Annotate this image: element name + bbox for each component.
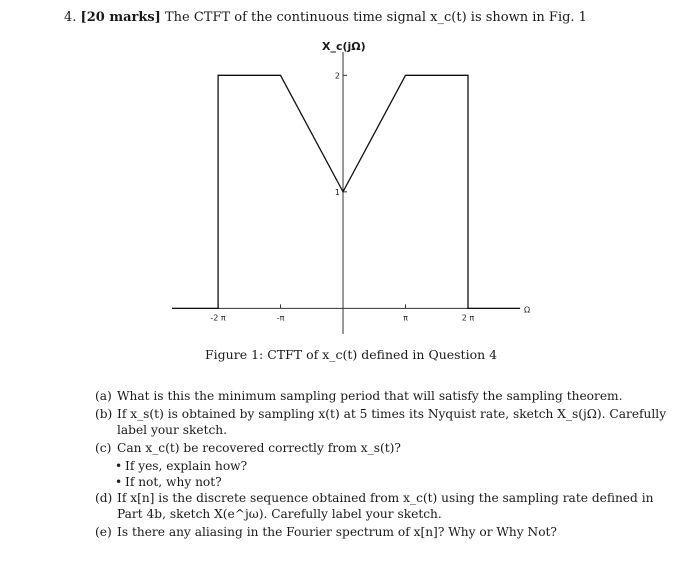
y-tick-label-1: 2 (334, 71, 341, 81)
figure-caption: Figure 1: CTFT of x_c(t) defined in Question 4 (205, 347, 498, 362)
sub-question-label: (c) (95, 441, 112, 455)
x-tick-label-1: -π (276, 313, 285, 323)
x-tick-label-2: π (403, 313, 408, 323)
sub-question (95, 524, 675, 540)
x-tick-label-3: 2 π (461, 313, 475, 323)
sub-question (95, 440, 675, 456)
sub-question-label: (d) (95, 491, 113, 505)
sub-question (95, 406, 675, 438)
sub-question-list (95, 388, 675, 542)
sub-question-bullet: • If yes, explain how? (95, 458, 675, 474)
sub-question-text: If x[n] is the discrete sequence obtained from x_c(t) using the sampling rate defined in Part 4b, sketch X(e^jω). Carefully label your sketch. (117, 491, 654, 521)
sub-question-text: What is this the minimum sampling period that will satisfy the sampling theorem. (117, 389, 623, 403)
sub-question-label: (a) (95, 389, 112, 403)
sub-question-text: Can x_c(t) be recovered correctly from x_s(t)? (117, 441, 401, 455)
x-axis-label: Ω (524, 305, 531, 315)
sub-question-text: If x_s(t) is obtained by sampling x(t) at 5 times its Nyquist rate, sketch X_s(jΩ). Carefully label your sketch. (117, 407, 667, 437)
x-tick-label-0: -2 π (210, 313, 226, 323)
question-marks: [20 marks] (80, 10, 161, 25)
question-number: 4. (64, 10, 77, 25)
sub-question (95, 388, 675, 404)
sub-question-label: (e) (95, 525, 112, 539)
sub-question-bullet: • If not, why not? (95, 474, 675, 490)
sub-question-text: Is there any aliasing in the Fourier spectrum of x[n]? Why or Why Not? (117, 525, 557, 539)
plot-title: X_c(jΩ) (322, 40, 366, 53)
y-tick-label-0: 1 (334, 187, 341, 197)
sub-question (95, 490, 675, 522)
sub-question-label: (b) (95, 407, 113, 421)
question-text: The CTFT of the continuous time signal x_c(t) is shown in Fig. 1 (164, 10, 587, 25)
